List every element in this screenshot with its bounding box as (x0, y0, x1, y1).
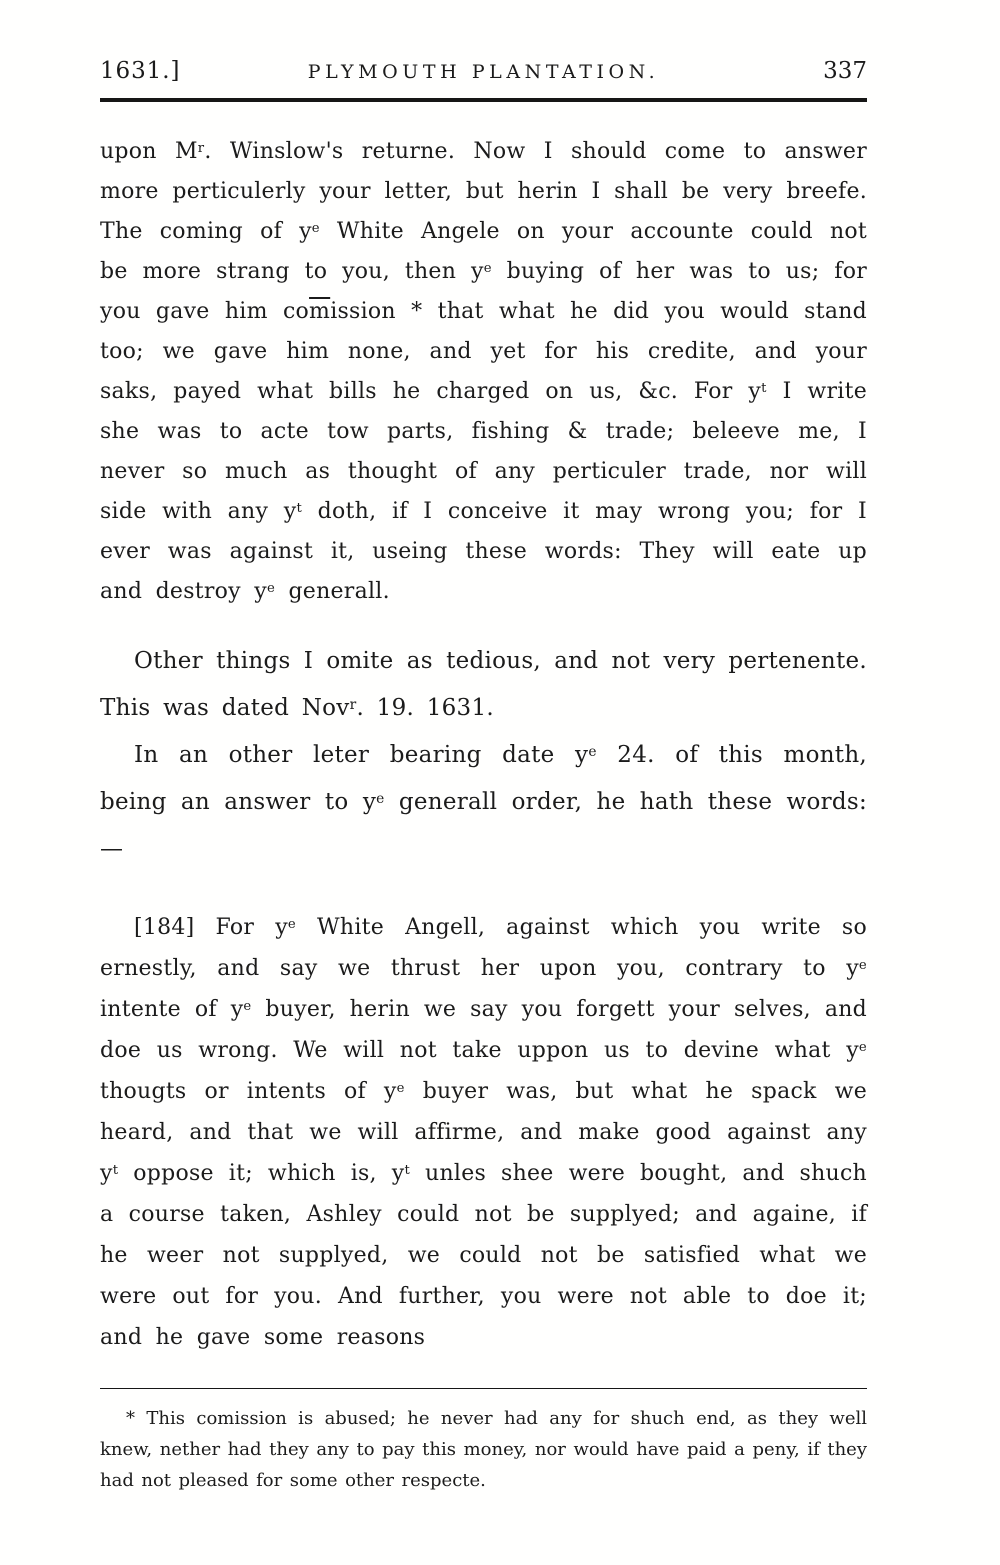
footnote-rule (100, 1388, 867, 1389)
page-body (100, 132, 867, 1358)
page-number: 337 (823, 58, 867, 84)
running-title: PLYMOUTH PLANTATION. (307, 61, 660, 83)
footnote-text: * This comission is abused; he never had any for shuch end, as they well knew, nether had they any to pay this money, nor would have paid a peny, if they had not pleased for some other respecte. (100, 1408, 867, 1491)
page-content (100, 58, 867, 1496)
header-rule (100, 98, 867, 102)
paragraph-other-letter: In an other leter bearing date $y^e$ 24. of this month, being an answer to $y^e$ generall order, he hath these words: — (100, 742, 868, 862)
paragraph-white-angell: [184] For $y^e$ White Angell, against which you write so ernestly, and say we thrust her upon you, contrary to $y^e$ intente of $y^e$ buyer, herin we say you forgett your selves, and doe us wrong. We will not take uppon us to devine what $y^e$ thougts or intents of $y^e$ buyer was, but what he spack we heard, and that we will affirme, and make good against any $y^t$ oppose it; which is, $y^t$ unles shee were bought, and shuch a course taken, Ashley could not be supplyed; and againe, if he weer not supplyed, we could not be satisfied what we were out for you. And further, you were not able to doe it; and he gave some reasons (100, 915, 868, 1350)
header-date: 1631.] (100, 58, 181, 84)
paragraph-other-things: Other things I omite as tedious, and not very pertenente. This was dated Nov$^r$. 19. 1631. (100, 648, 867, 721)
paragraph-letter-continuation: upon $M^r$. Winslow's returne. Now I should come to answer more perticulerly your letter, but herin I shall be very breefe. The coming of $y^e$ White Angele on your accounte could not be more strang to you, then $y^e$ buying of her was to us; for you gave him $co\overline{m}ission$ * that what he did you would stand too; we gave him none, and yet for his credite, and your saks, payed what bills he charged on us, &c. For $y^t$ I write she was to acte tow parts, fishing & trade; beleeve me, I never so much as thought of any perticuler trade, nor will side with any $y^t$ doth, if I conceive it may wrong you; for I ever was against it, useing these words: They will eate up and destroy $y^e$ generall. (100, 139, 867, 604)
page-header (100, 58, 867, 84)
